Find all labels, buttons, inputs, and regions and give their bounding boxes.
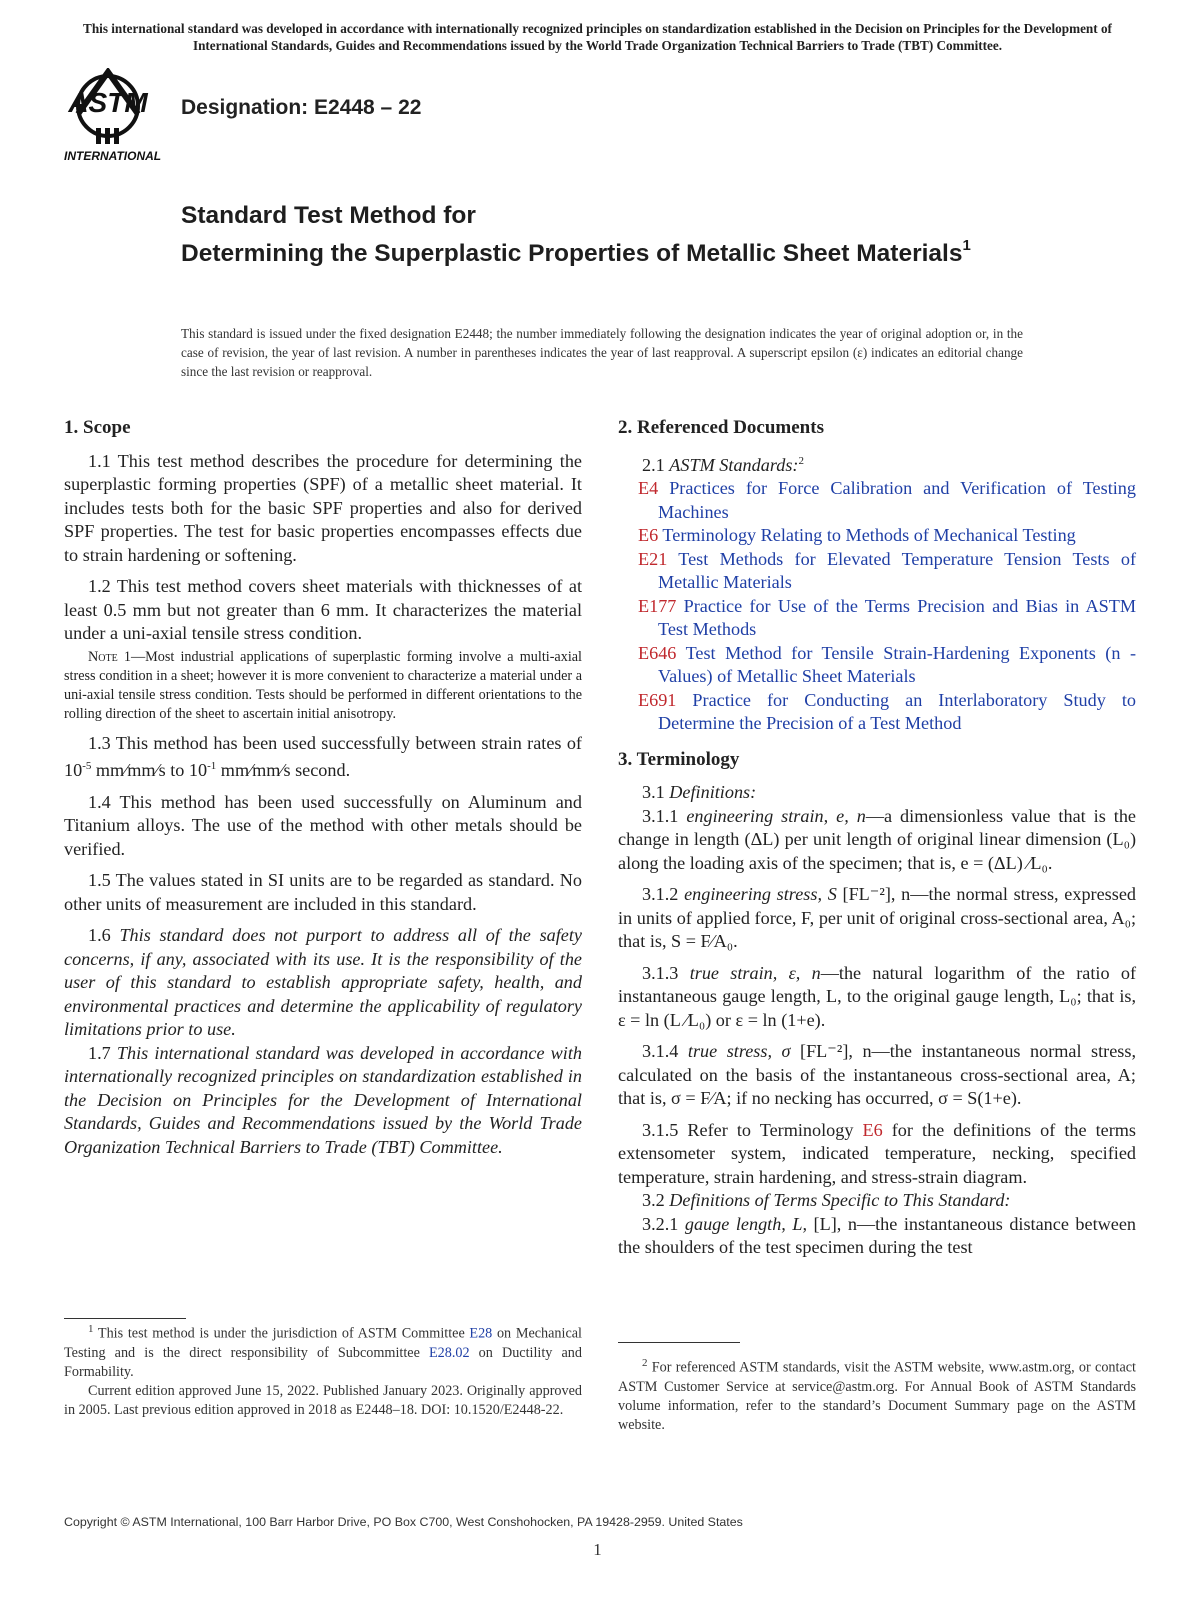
para-1-2: 1.2 This test method covers sheet materials with thicknesses of at least 0.5 mm but not greater than 6 mm. It characterizes the material under a uni-axial tensile stress condition. bbox=[64, 576, 582, 643]
ref-item-e6[interactable]: E6 Terminology Relating to Methods of Mechanical Testing bbox=[638, 525, 1076, 546]
para-1-7: 1.7 This international standard was developed in accordance with internationally recognized principles on standardization established in the Decision on Principles for the Development of International Standards, Guides and Recommendations issued by the World Trade Organization Technical Barriers to Trade (TBT) Committee. bbox=[64, 1042, 583, 1157]
astm-logo-icon bbox=[64, 68, 176, 168]
footnote-2: $^2$ For referenced ASTM standards, visit the ASTM website, www.astm.org, or contact ASTM Customer Service at service@astm.org. For Annual Book of ASTM Standards volume information, refer to the standard’s Document Summary page on the ASTM website. bbox=[618, 1357, 1136, 1433]
right-column bbox=[618, 416, 1136, 1268]
logo-text: INTERNATIONAL bbox=[64, 149, 162, 163]
note-1: Note 1—Most industrial applications of superplastic forming involve a multi-axial stress condition in a sheet; however it is more convenient to characterize a material under a uni-axial tensile stress condition. Tests should be performed in different orientations to the rolling direction of the sheet to ascertain initial anisotropy. bbox=[64, 648, 583, 722]
referenced-heading: 2. Referenced Documents bbox=[618, 417, 824, 438]
page-title bbox=[181, 200, 1061, 270]
svg-text:ASTM: ASTM bbox=[68, 87, 148, 118]
def-3-1-2: 3.1.2 engineering stress, S [FL⁻²], n—the normal stress, expressed in units of applied force, F, per unit of original cross-sectional area, A₀; that is, S = F⁄A₀. bbox=[618, 884, 1136, 952]
para-1-5: 1.5 The values stated in SI units are to be regarded as standard. No other units of measurement are included in this standard. bbox=[64, 870, 582, 914]
footnote-1: $^1$ This test method is under the jurisdiction of ASTM Committee E28 on Mechanical Testing and is the direct responsibility of Subcommittee E28.02 on Ductility and Formability. Current edition approved June 15, 2022. Published January 2023. Originally approved in 2005. Last previous edition approved in 2018 as E2448–18. DOI: 10.1520/E2448-22. bbox=[64, 1323, 582, 1418]
def-3-1: 3.1 Definitions: bbox=[642, 782, 757, 803]
def-3-2-1: 3.2.1 gauge length, L, [L], n—the instantaneous distance between the shoulders of the test specimen during the test bbox=[618, 1213, 1137, 1258]
ref-item-e4[interactable]: E4 Practices for Force Calibration and Verification of Testing Machines bbox=[638, 478, 1136, 522]
link-e6[interactable]: E6 bbox=[862, 1119, 883, 1140]
def-3-2: 3.2 Definitions of Terms Specific to This Standard: bbox=[642, 1190, 1011, 1211]
link-e28[interactable]: E28 bbox=[469, 1325, 493, 1342]
para-1-1: 1.1 This test method describes the procedure for determining the superplastic forming properties (SPF) of a metallic sheet material. It includes tests both for the basic SPF properties and also for derived SPF properties. The test for basic properties encompasses effects due to strain hardening or softening. bbox=[64, 450, 582, 565]
para-1-3: 1.3 This method has been used successfully between strain rates of $10^{-5}$ mm⁄mm⁄s to $10^{-1}$ mm⁄mm⁄s second. bbox=[64, 732, 582, 781]
ref-item-e646[interactable]: E646 Test Method for Tensile Strain-Hardening Exponents (n -Values) of Metallic Sheet Materials bbox=[638, 642, 1136, 687]
copyright: Copyright © ASTM International, 100 Barr Harbor Drive, PO Box C700, West Conshohocken, PA 19428-2959. United States bbox=[64, 1515, 743, 1529]
preamble: This standard is issued under the fixed designation E2448; the number immediately following the designation indicates the year of original adoption or, in the case of revision, the year of last revision. A number in parentheses indicates the year of last reapproval. A superscript epsilon (ε) indicates an editorial change since the last revision or reapproval. bbox=[181, 326, 1023, 379]
terminology-heading: 3. Terminology bbox=[618, 748, 740, 770]
ref-item-e691[interactable]: E691 Practice for Conducting an Interlaboratory Study to Determine the Precision of a Test Method bbox=[638, 689, 1136, 734]
title-line-2: Determining the Superplastic Properties of Metallic Sheet Materials$^1$ bbox=[181, 237, 971, 268]
para-1-4: 1.4 This method has been used successfully on Aluminum and Titanium alloys. The use of the method with other metals should be verified. bbox=[64, 791, 582, 859]
def-3-1-3: 3.1.3 true strain, ε, n—the natural logarithm of the ratio of instantaneous gauge length, L, to the original gauge length, L₀; that is, ε = ln (L ⁄L₀) or ε = ln (1+e). bbox=[618, 962, 1136, 1030]
link-e28-02[interactable]: E28.02 bbox=[428, 1344, 470, 1361]
page-number: 1 bbox=[593, 1540, 602, 1559]
footnote-rule-left bbox=[64, 1318, 186, 1319]
footnote-rule-right bbox=[618, 1342, 740, 1343]
top-notice: This international standard was developed in accordance with internationally recognized principles on standardization established in the Decision on Principles for the Development of International Standards, Guides and Recommendations issued by the World Trade Organization Technical Barriers to Trade (TBT) Committee. bbox=[83, 21, 1112, 53]
left-column bbox=[64, 416, 582, 1167]
title-line-1: Standard Test Method for bbox=[181, 202, 476, 229]
ref-item-e177[interactable]: E177 Practice for Use of the Terms Precision and Bias in ASTM Test Methods bbox=[638, 595, 1136, 640]
def-3-1-4: 3.1.4 true stress, σ [FL⁻²], n—the instantaneous normal stress, calculated on the basis of the instantaneous cross-sectional area, A; that is, σ = F⁄A; if no necking has occurred, σ = S(1+e). bbox=[618, 1041, 1136, 1109]
designation: Designation: E2448 – 22 bbox=[181, 96, 422, 119]
astm-standards-label: 2.1 ASTM Standards:$^2$ bbox=[642, 454, 804, 475]
para-1-6: 1.6 This standard does not purport to address all of the safety concerns, if any, associated with its use. It is the responsibility of the user of this standard to establish appropriate safety, health, and environmental practices and determine the applicability of regulatory limitations prior to use. bbox=[64, 925, 582, 1040]
title-footnote-mark: 1 bbox=[962, 237, 971, 254]
scope-heading: 1. Scope bbox=[64, 417, 131, 438]
def-3-1-5: 3.1.5 Refer to Terminology E6 for the definitions of the terms extensometer system, indicated temperature, necking, specified temperature, strain hardening, and stress-strain diagram. bbox=[618, 1119, 1136, 1187]
def-3-1-1: 3.1.1 engineering strain, e, n—a dimensionless value that is the change in length (ΔL) per unit length of original linear dimension (L₀) along the loading axis of the specimen; that is, e = (ΔL) ⁄L₀. bbox=[618, 805, 1136, 873]
ref-item-e21[interactable]: E21 Test Methods for Elevated Temperature Tension Tests of Metallic Materials bbox=[638, 548, 1136, 593]
